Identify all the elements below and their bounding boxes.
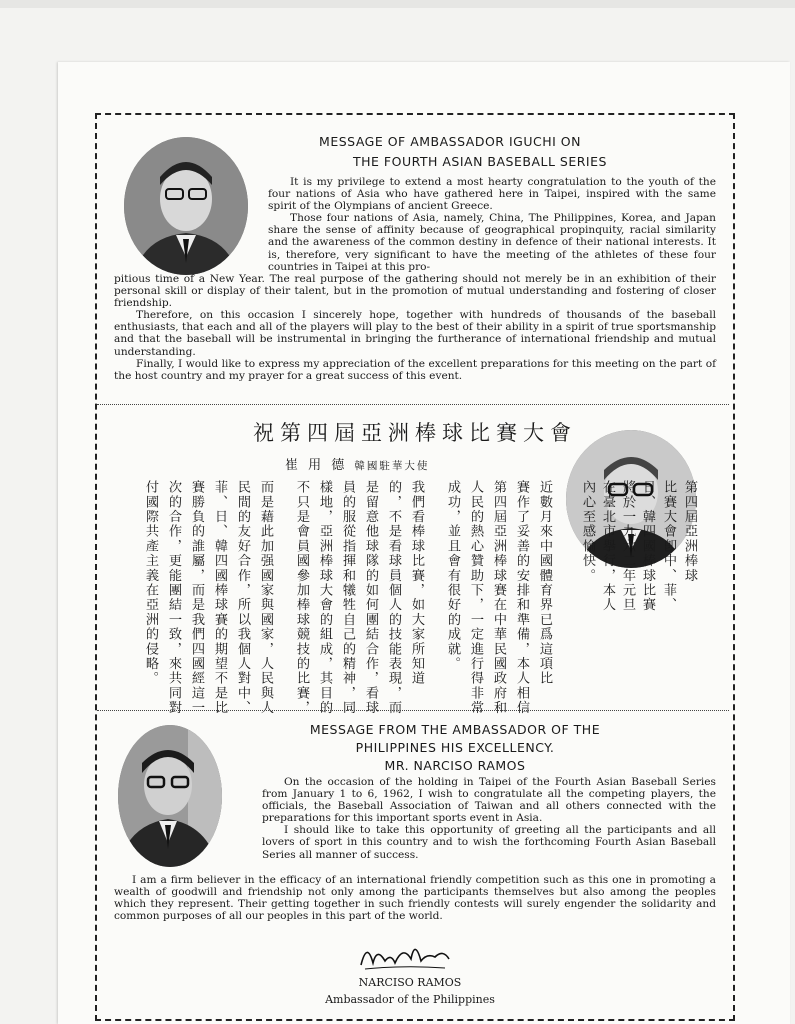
chinese-text-column: 民間的友好合作，所以我個人對中、 — [235, 480, 250, 716]
chinese-message-author — [285, 454, 429, 473]
portrait-photo-iguchi — [124, 137, 248, 275]
iguchi-paragraph-1: It is my privilege to extend a most hearty congratulation to the youth of the four nations of Asia who have gathered here in Taipei, inspired with the same spirit of the Olympians of ancient Greece. — [268, 176, 716, 213]
chinese-text-column: 次的合作，更能團結一致，來共同對 — [166, 480, 181, 716]
ramos-paragraph-2: I should like to take this opportunity of greeting all the participants and all lovers of sport in this country and to wish the forthcoming Fourth Asian Baseball Series all manner of success. — [262, 824, 716, 861]
chinese-text-column: 比賽大會卽中、菲、 — [661, 480, 676, 613]
ramos-message-lower — [114, 874, 716, 922]
iguchi-paragraph-3: Therefore, on this occasion I sincerely hope, together with hundreds of thousands of the baseball enthusiasts, that each and all of the players will play to the best of their ability in a spirit of true sportsmanship and that the baseball will be instrumental in bringing the furtherance of international friendship and mutual understanding. — [114, 309, 716, 358]
chinese-text-column: 第四屆亞洲棒球 — [682, 480, 697, 583]
chinese-text-column: 不只是會員國參加棒球競技的比賽， — [294, 480, 309, 716]
chinese-text-column: 賽作了妥善的安排和準備，本人相信 — [514, 480, 529, 716]
iguchi-message-lower — [114, 273, 716, 382]
chinese-text-column: 菲、日、韓四國棒球賽的期望不是比 — [212, 480, 227, 716]
author-role: 韓國駐華大使 — [354, 460, 430, 472]
ramos-title-line3: MR. NARCISO RAMOS — [384, 758, 526, 773]
iguchi-title-line2: THE FOURTH ASIAN BASEBALL SERIES — [353, 154, 607, 169]
signature-role: Ambassador of the Philippines — [325, 993, 495, 1006]
iguchi-paragraph-2a: Those four nations of Asia, namely, China, The Philippines, Korea, and Japan share the sense of affinity because of geographical propinquity, racial similarity and the awareness of the common destiny in defence of their national interests. It is, therefore, very significant to have the meeting of the athletes of these four countries in Taipei at this pro- — [268, 212, 716, 273]
chinese-text-column: 人民的熱心贊助下，一定進行得非常 — [468, 480, 483, 716]
iguchi-paragraph-4: Finally, I would like to express my appreciation of the excellent preparations for this meeting on the part of the host country and my prayer for a great success of this event. — [114, 357, 716, 382]
chinese-text-column: 內心至感愉快。 — [580, 480, 595, 583]
ramos-message-upper — [262, 776, 716, 861]
author-name: 崔 用 德 — [285, 458, 348, 473]
chinese-text-column: 樣地，亞洲棒球大會的組成，其目的 — [317, 480, 332, 716]
ramos-title-line1: MESSAGE FROM THE AMBASSADOR OF THE — [309, 722, 601, 737]
chinese-text-column: 第四屆亞洲棒球賽在中華民國政府和 — [491, 480, 506, 716]
chinese-text-column: 是留意他球隊的如何團結合作，看球 — [363, 480, 378, 716]
chinese-text-column: 近數月來中國體育界已爲這項比 — [537, 480, 552, 686]
chinese-text-column: 我們看棒球比賽，如大家所知道 — [409, 480, 424, 686]
section-divider-1 — [97, 404, 729, 405]
chinese-text-column: 在臺北市擧行，本人 — [600, 480, 615, 613]
page-top-edge — [0, 0, 795, 8]
handwritten-signature — [355, 935, 455, 975]
chinese-text-column: 成功，並且會有很好的成就。 — [445, 480, 460, 672]
portrait-photo-ramos — [118, 725, 222, 867]
signature-name: NARCISO RAMOS — [358, 976, 462, 989]
iguchi-message-upper — [268, 176, 716, 273]
chinese-message-title: 祝第四屆亞洲棒球比賽大會 — [253, 421, 577, 445]
ramos-paragraph-1: On the occasion of the holding in Taipei of the Fourth Asian Baseball Series from January 1 to 6, 1962, I wish to congratulate all the competing players, the officials, the Baseball Association of Taiwan and all others connected with the preparations for this important sports event in Asia. — [262, 776, 716, 825]
chinese-text-column: 的，不是看球員個人的技能表現，而 — [386, 480, 401, 716]
ramos-title-line2: PHILIPPINES HIS EXCELLENCY. — [355, 740, 555, 755]
chinese-text-column: 付國際共產主義在亞洲的侵略。 — [143, 480, 158, 686]
chinese-text-column: 將於一九六二年元旦 — [620, 480, 635, 613]
chinese-text-column: 賽勝負的誰屬，而是我們四國經這一 — [189, 480, 204, 716]
chinese-text-column: 日、韓四國棒球比賽 — [640, 480, 655, 613]
iguchi-title-line1: MESSAGE OF AMBASSADOR IGUCHI ON — [319, 134, 581, 149]
chinese-text-column: 而是藉此加强國家與國家，人民與人 — [258, 480, 273, 716]
section-divider-2 — [97, 710, 729, 711]
iguchi-paragraph-2b: pitious time of a New Year. The real purpose of the gathering should not merely be in an exhibition of their personal skill or display of their talent, but in the promotion of mutual understanding and fostering of closer friendship. — [114, 273, 716, 310]
ramos-paragraph-3: I am a firm believer in the efficacy of an international friendly competition such as this one in promoting a wealth of goodwill and friendship not only among the participants themselves but also among the peoples which they represent. Their getting together in such friendly contests will surely engender the solidarity and common purposes of all our peoples in this part of the world. — [114, 874, 716, 923]
chinese-text-column: 員的服從指揮和犧牲自己的精神，同 — [340, 480, 355, 716]
